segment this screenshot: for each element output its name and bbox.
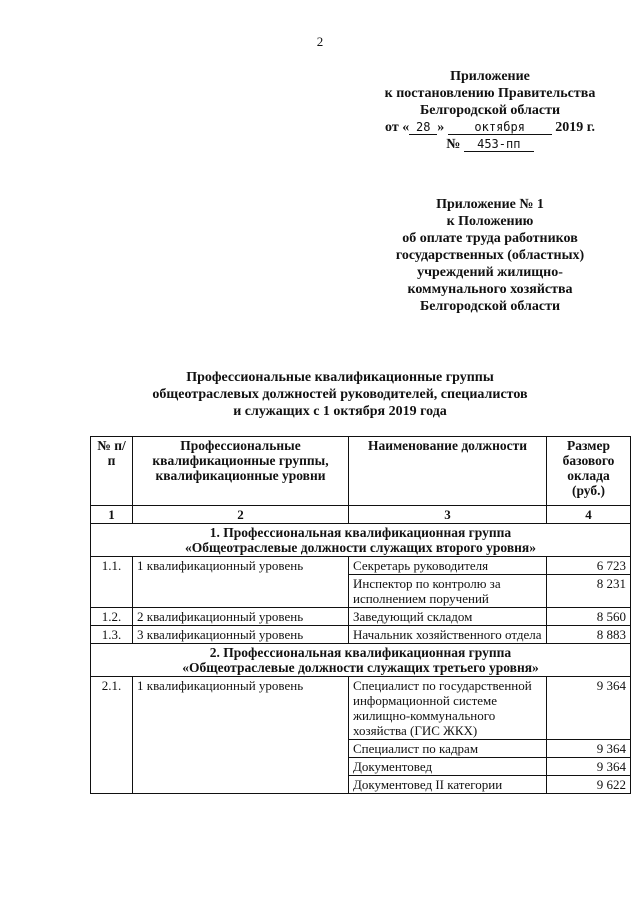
- group-heading-line: «Общеотраслевые должности служащих второго уровня»: [185, 540, 536, 555]
- table-header-row: [91, 437, 631, 506]
- title-line: общеотраслевых должностей руководителей, специалистов: [152, 387, 528, 402]
- row-salary: 8 231: [547, 575, 631, 608]
- table-row: [91, 677, 631, 740]
- date-prefix: от «: [385, 120, 410, 135]
- row-position: Начальник хозяйственного отдела: [349, 626, 547, 644]
- group-heading: [91, 524, 631, 557]
- header-group: Профессиональные квалификационные группы, квалификационные уровни: [133, 437, 349, 506]
- column-number: 3: [349, 506, 547, 524]
- row-number: 1.2.: [91, 608, 133, 626]
- row-salary: 8 883: [547, 626, 631, 644]
- row-position: Инспектор по контролю за исполнением поручений: [349, 575, 547, 608]
- row-position: Специалист по кадрам: [349, 740, 547, 758]
- document-title: [140, 369, 540, 420]
- row-level: 3 квалификационный уровень: [133, 626, 349, 644]
- header-position: Наименование должности: [349, 437, 547, 506]
- title-line: Профессиональные квалификационные группы: [186, 370, 494, 385]
- group-heading: [91, 644, 631, 677]
- date-day: 28: [409, 121, 437, 135]
- row-number: 2.1.: [91, 677, 133, 794]
- row-salary: 8 560: [547, 608, 631, 626]
- row-position: Секретарь руководителя: [349, 557, 547, 575]
- salary-table: [90, 436, 631, 794]
- approval-line: к постановлению Правительства: [384, 86, 596, 101]
- approval-block: [330, 68, 640, 153]
- attachment-line: Приложение № 1: [436, 197, 544, 212]
- column-number: 1: [91, 506, 133, 524]
- page-number: 2: [316, 34, 324, 49]
- row-salary: 9 364: [547, 740, 631, 758]
- row-level: 2 квалификационный уровень: [133, 608, 349, 626]
- attachment-line: коммунального хозяйства: [407, 282, 573, 297]
- row-position: Заведующий складом: [349, 608, 547, 626]
- approval-line: Белгородской области: [419, 103, 561, 118]
- row-level: 1 квалификационный уровень: [133, 677, 349, 794]
- attachment-line: учреждений жилищно-: [417, 265, 563, 280]
- attachment-line: к Положению: [446, 214, 534, 229]
- attachment-line: Белгородской области: [419, 299, 561, 314]
- row-position: Документовед II категории: [349, 776, 547, 794]
- number-prefix: №: [446, 137, 461, 152]
- header-number: № п/п: [91, 437, 133, 506]
- row-position: Документовед: [349, 758, 547, 776]
- column-number-row: [91, 506, 631, 524]
- group-heading-line: 2. Профессиональная квалификационная группа: [209, 645, 512, 660]
- row-salary: 9 364: [547, 758, 631, 776]
- row-salary: 9 622: [547, 776, 631, 794]
- title-line: и служащих с 1 октября 2019 года: [233, 404, 447, 419]
- row-salary: 9 364: [547, 677, 631, 740]
- column-number: 2: [133, 506, 349, 524]
- date-month: октября: [448, 121, 552, 135]
- row-salary: 6 723: [547, 557, 631, 575]
- table-row: [91, 557, 631, 575]
- row-level: 1 квалификационный уровень: [133, 557, 349, 608]
- table-row: [91, 626, 631, 644]
- attachment-line: государственных (областных): [395, 248, 585, 263]
- group-row: [91, 644, 631, 677]
- approval-line: Приложение: [450, 69, 530, 84]
- column-number: 4: [547, 506, 631, 524]
- number-value: 453-пп: [464, 138, 534, 152]
- row-number: 1.3.: [91, 626, 133, 644]
- header-salary: Размер базового оклада (руб.): [547, 437, 631, 506]
- group-row: [91, 524, 631, 557]
- approval-number: [330, 136, 640, 153]
- attachment-block: [330, 196, 640, 315]
- table-row: [91, 608, 631, 626]
- row-position: Специалист по государственной информационной системе жилищно-коммунального хозяйства (ГИС ЖКХ): [349, 677, 547, 740]
- approval-date: [330, 119, 640, 136]
- date-mid: »: [437, 120, 445, 135]
- date-year: 2019 г.: [555, 120, 595, 135]
- group-heading-line: 1. Профессиональная квалификационная группа: [209, 525, 512, 540]
- row-number: 1.1.: [91, 557, 133, 608]
- group-heading-line: «Общеотраслевые должности служащих третьего уровня»: [182, 660, 539, 675]
- attachment-line: об оплате труда работников: [402, 231, 578, 246]
